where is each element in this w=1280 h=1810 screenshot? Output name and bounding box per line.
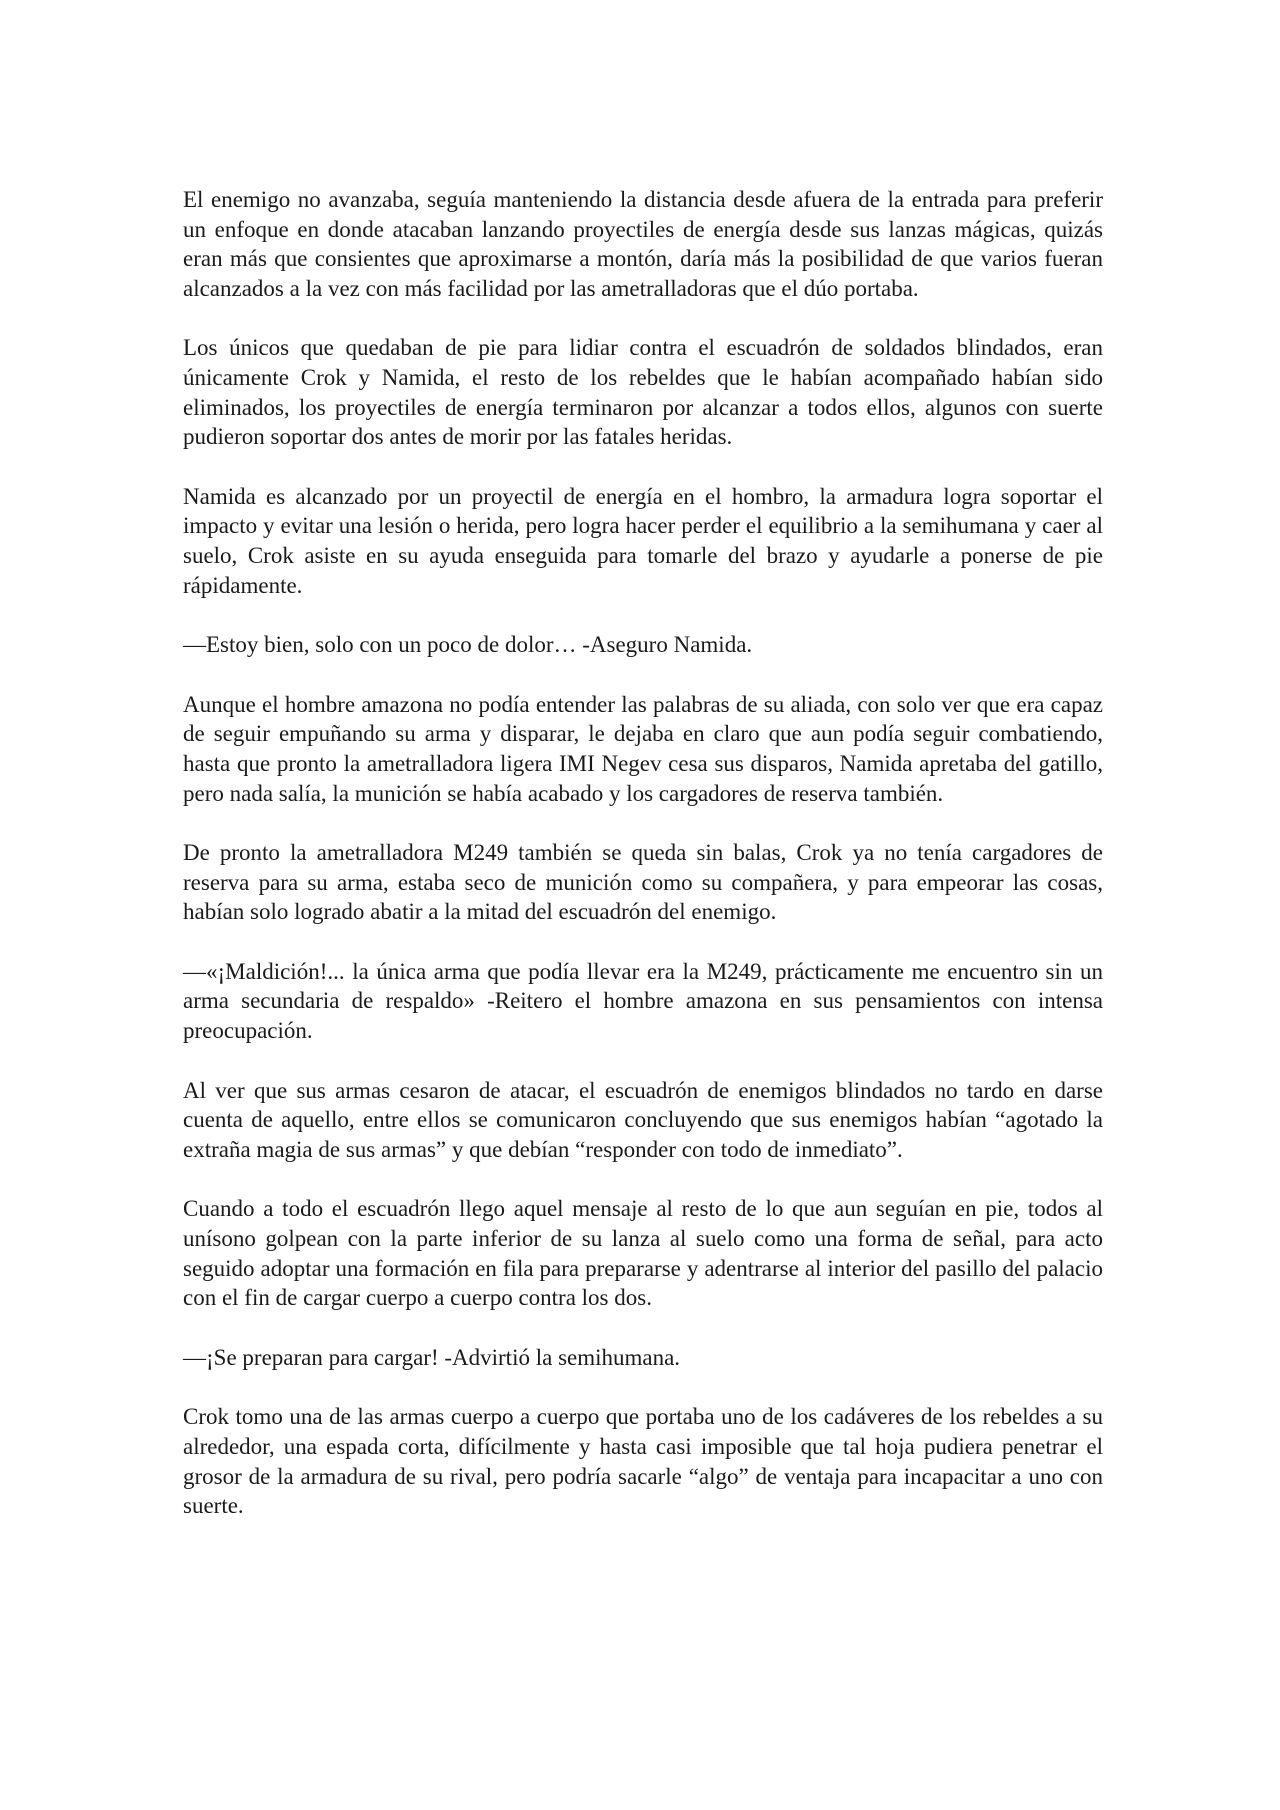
paragraph: Cuando a todo el escuadrón llego aquel mensaje al resto de lo que aun seguían en pie, todos al unísono golpean con la parte inferior de su lanza al suelo como una forma de señal, para acto seguido adoptar una formación en fila para prepararse y adentrarse al interior del pasillo del palacio con el fin de cargar cuerpo a cuerpo contra los dos. [183, 1196, 1103, 1311]
paragraph: El enemigo no avanzaba, seguía manteniendo la distancia desde afuera de la entrada para preferir un enfoque en donde atacaban lanzando proyectiles de energía desde sus lanzas mágicas, quizás eran más que consientes que aproximarse a montón, daría más la posibilidad de que varios fueran alcanzados a la vez con más facilidad por las ametralladoras que el dúo portaba. [183, 187, 1103, 301]
paragraph: Aunque el hombre amazona no podía entender las palabras de su aliada, con solo ver que era capaz de seguir empuñando su arma y disparar, le dejaba en claro que aun podía seguir combatiendo, hasta que pronto la ametralladora ligera IMI Negev cesa sus disparos, Namida apretaba del gatillo, pero nada salía, la munición se había acabado y los cargadores de reserva también. [183, 691, 1103, 806]
paragraph: Los únicos que quedaban de pie para lidiar contra el escuadrón de soldados blindados, eran únicamente Crok y Namida, el resto de los rebeldes que le habían acompañado habían sido eliminados, los proyectiles de energía terminaron por alcanzar a todos ellos, algunos con suerte pudieron soportar dos antes de morir por las fatales heridas. [183, 335, 1103, 450]
paragraph: De pronto la ametralladora M249 también se queda sin balas, Crok ya no tenía cargadores de reserva para su arma, estaba seco de munición como su compañera, y para empeorar las cosas, habían solo logrado abatir a la mitad del escuadrón del enemigo. [183, 840, 1103, 925]
document-page [183, 185, 1103, 1521]
paragraph: Crok tomo una de las armas cuerpo a cuerpo que portaba uno de los cadáveres de los rebeldes a su alrededor, una espada corta, difícilmente y hasta casi imposible que tal hoja pudiera penetrar el grosor de la armadura de su rival, pero podría sacarle “algo” de ventaja para incapacitar a uno con suerte. [183, 1404, 1103, 1519]
paragraph: —«¡Maldición!... la única arma que podía llevar era la M249, prácticamente me encuentro sin un arma secundaria de respaldo» -Reitero el hombre amazona en sus pensamientos con intensa preocupación. [183, 958, 1103, 1044]
paragraph: —¡Se preparan para cargar! -Advirtió la semihumana. [183, 1344, 681, 1370]
paragraph: Al ver que sus armas cesaron de atacar, el escuadrón de enemigos blindados no tardo en darse cuenta de aquello, entre ellos se comunicaron concluyendo que sus enemigos habían “agotado la extraña magia de sus armas” y que debían “responder con todo de inmediato”. [183, 1077, 1103, 1162]
paragraph: Namida es alcanzado por un proyectil de energía en el hombro, la armadura logra soportar el impacto y evitar una lesión o herida, pero logra hacer perder el equilibrio a la semihumana y caer al suelo, Crok asiste en su ayuda enseguida para tomarle del brazo y ayudarle a ponerse de pie rápidamente. [183, 483, 1103, 598]
paragraph: —Estoy bien, solo con un poco de dolor… -Aseguro Namida. [183, 632, 753, 658]
